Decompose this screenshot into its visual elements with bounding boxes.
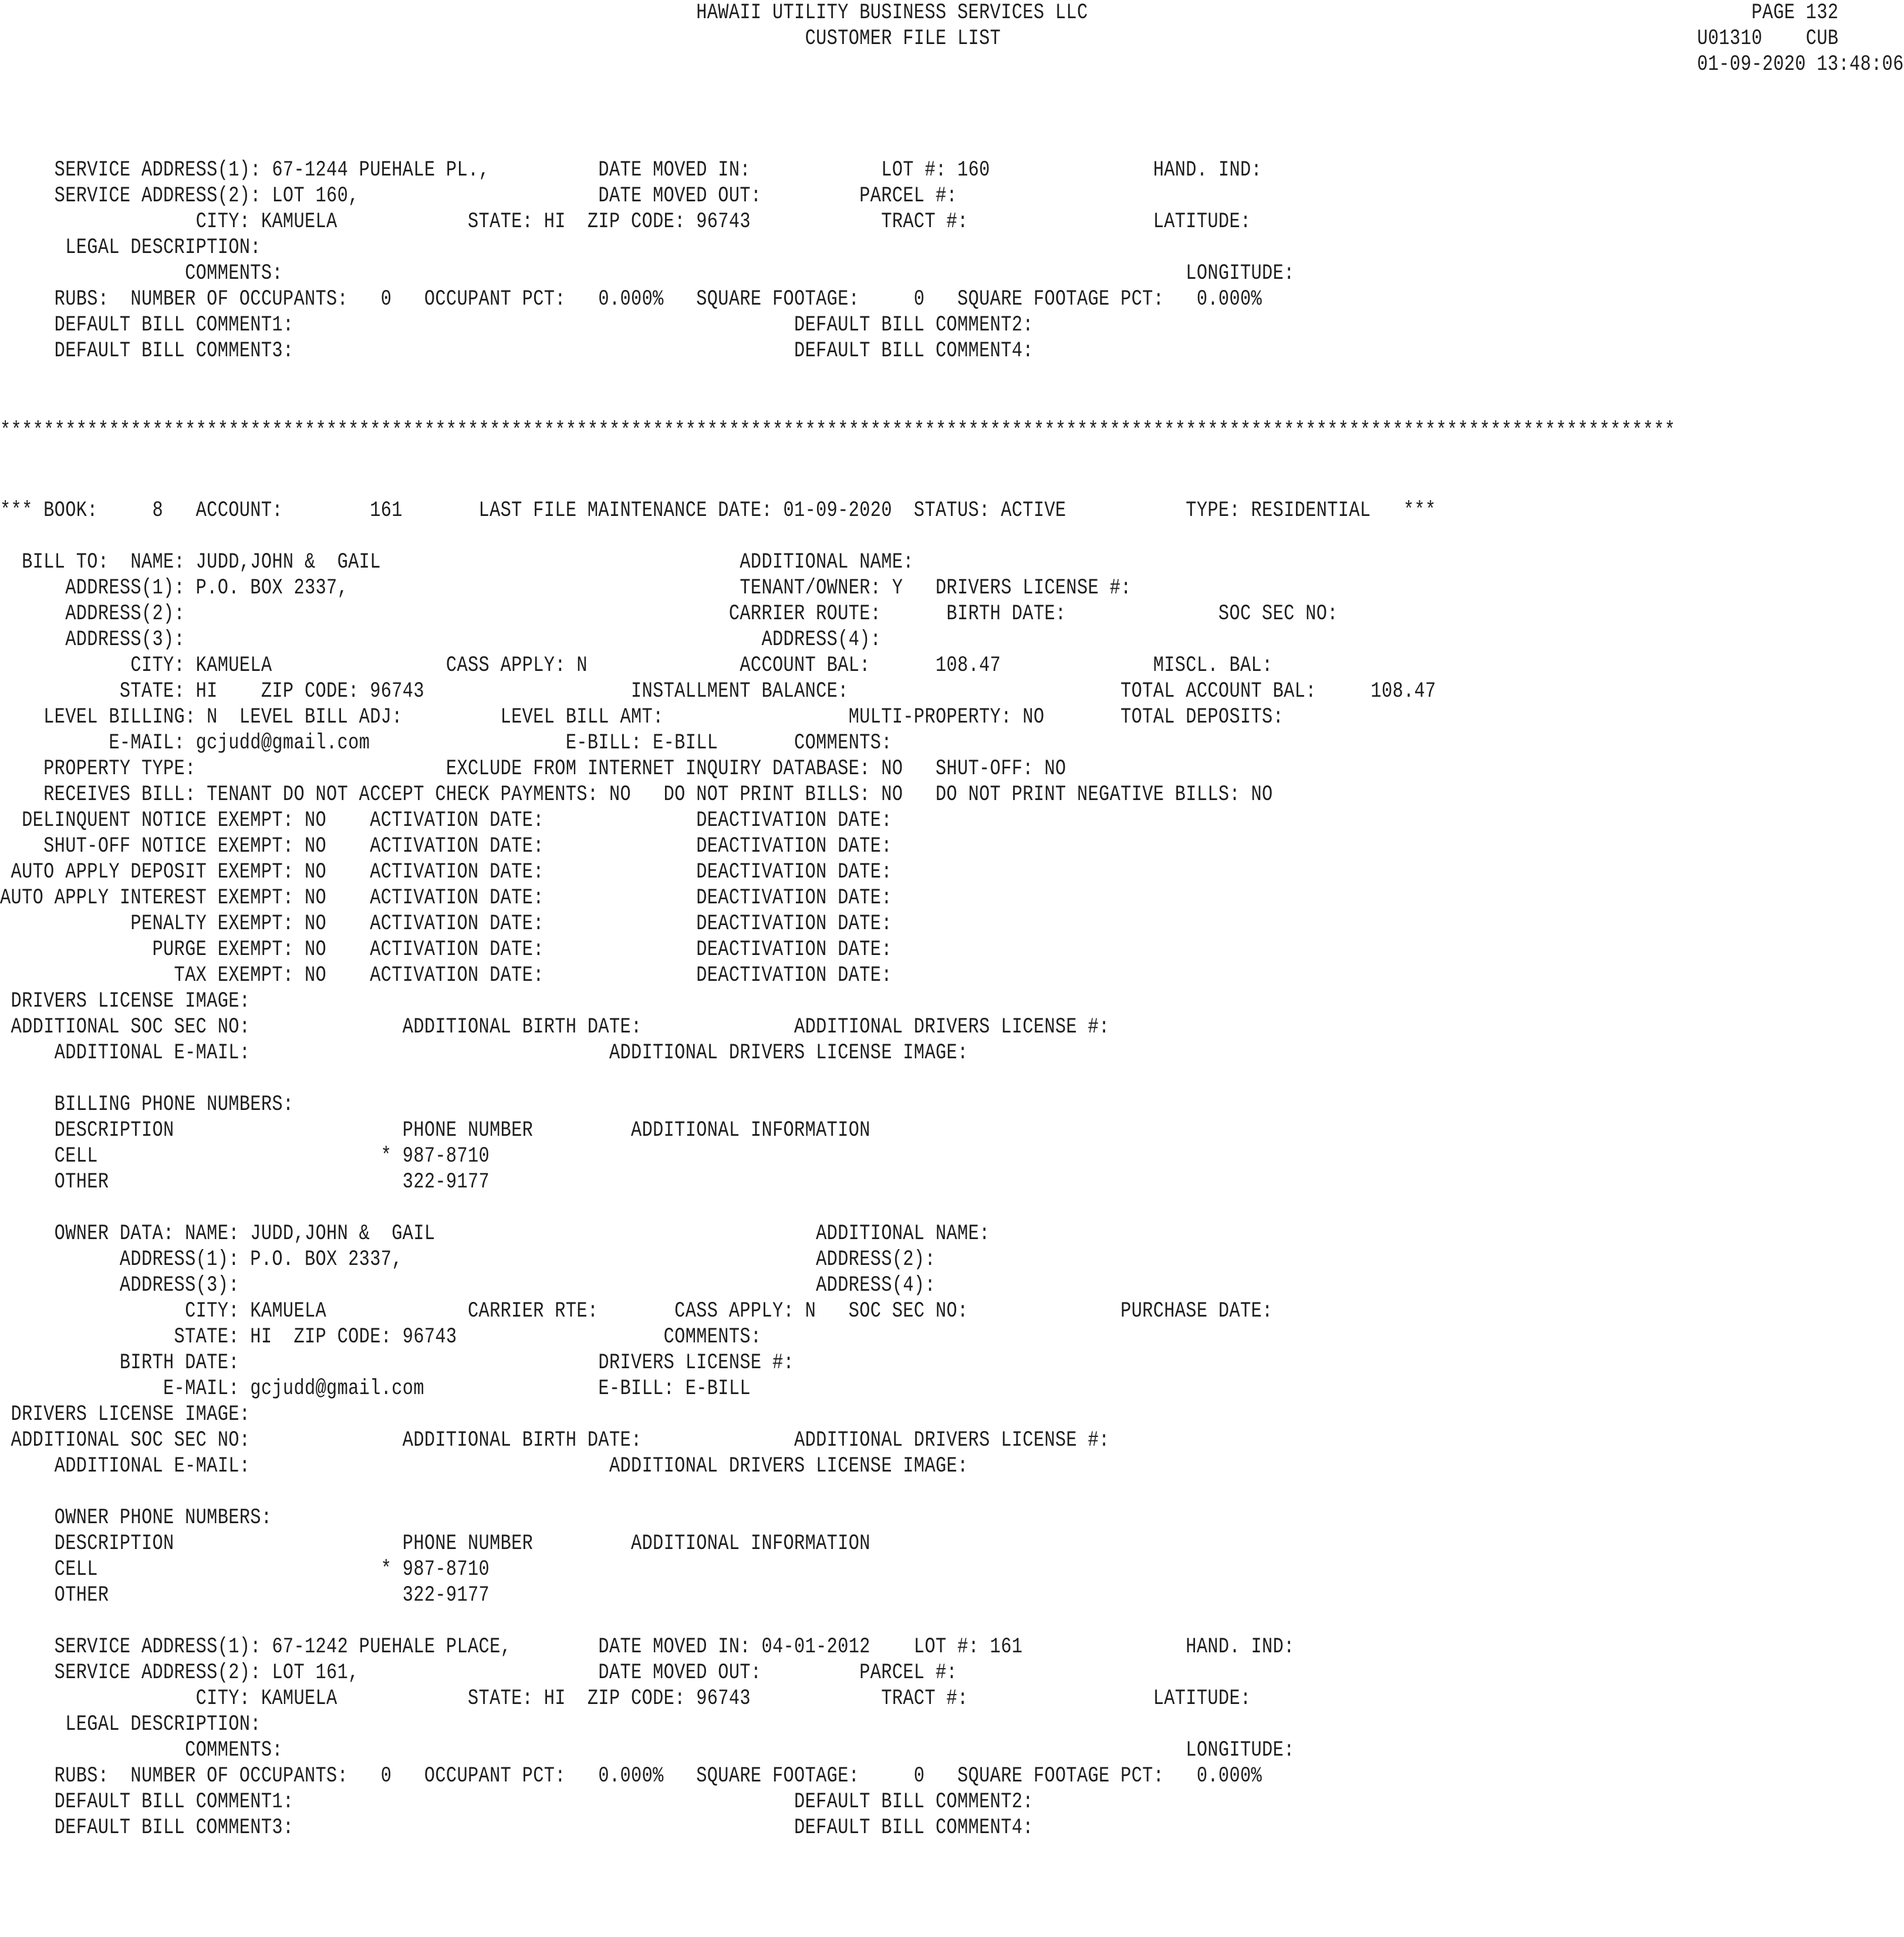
- bill-to-line: PURGE EXEMPT: NO ACTIVATION DATE: DEACTIVATION DATE:: [0, 937, 892, 962]
- bill-to-line: CITY: KAMUELA CASS APPLY: N ACCOUNT BAL: 108.47 MISCL. BAL:: [0, 653, 1273, 678]
- service-block-line: DEFAULT BILL COMMENT1: DEFAULT BILL COMMENT2:: [0, 313, 1034, 338]
- owner-data-line: OWNER DATA: NAME: JUDD,JOHN & GAIL ADDITIONAL NAME:: [0, 1221, 990, 1246]
- owner-data-line: ADDRESS(3): ADDRESS(4):: [0, 1273, 936, 1298]
- service-block-line: CITY: KAMUELA STATE: HI ZIP CODE: 96743 TRACT #: LATITUDE:: [0, 1686, 1251, 1711]
- service-block-line: DEFAULT BILL COMMENT1: DEFAULT BILL COMMENT2:: [0, 1790, 1034, 1814]
- service-block-line: CITY: KAMUELA STATE: HI ZIP CODE: 96743 TRACT #: LATITUDE:: [0, 210, 1251, 234]
- bill-to-line: PROPERTY TYPE: EXCLUDE FROM INTERNET INQUIRY DATABASE: NO SHUT-OFF: NO: [0, 757, 1066, 781]
- bill-to-line: ADDRESS(3): ADDRESS(4):: [0, 627, 882, 652]
- bill-to-line: TAX EXEMPT: NO ACTIVATION DATE: DEACTIVATION DATE:: [0, 963, 892, 988]
- report-header-line: 01-09-2020 13:48:06: [0, 52, 1904, 77]
- service-block-line: DEFAULT BILL COMMENT3: DEFAULT BILL COMMENT4:: [0, 1815, 1034, 1840]
- service-block-line: RUBS: NUMBER OF OCCUPANTS: 0 OCCUPANT PCT: 0.000% SQUARE FOOTAGE: 0 SQUARE FOOTAGE PCT: 0.000%: [0, 1764, 1262, 1788]
- bill-to-line: ADDRESS(1): P.O. BOX 2337, TENANT/OWNER: Y DRIVERS LICENSE #:: [0, 576, 1132, 600]
- owner-phone-line: CELL * 987-8710: [0, 1557, 490, 1582]
- bill-to-line: E-MAIL: gcjudd@gmail.com E-BILL: E-BILL COMMENTS:: [0, 731, 892, 755]
- owner-phone-line: OTHER 322-9177: [0, 1583, 490, 1608]
- billing-phone-line: OTHER 322-9177: [0, 1170, 490, 1194]
- account-header-line: *** BOOK: 8 ACCOUNT: 161 LAST FILE MAINTENANCE DATE: 01-09-2020 STATUS: ACTIVE TYPE: RESIDENTIAL ***: [0, 498, 1436, 523]
- service-block-line: LEGAL DESCRIPTION:: [0, 1712, 261, 1737]
- bill-to-line: DRIVERS LICENSE IMAGE:: [0, 989, 251, 1014]
- bill-to-line: STATE: HI ZIP CODE: 96743 INSTALLMENT BALANCE: TOTAL ACCOUNT BAL: 108.47: [0, 679, 1436, 704]
- service-block-line: COMMENTS: LONGITUDE:: [0, 1738, 1295, 1763]
- bill-to-line: PENALTY EXEMPT: NO ACTIVATION DATE: DEACTIVATION DATE:: [0, 912, 892, 936]
- owner-data-line: DRIVERS LICENSE IMAGE:: [0, 1402, 251, 1427]
- bill-to-line: DELINQUENT NOTICE EXEMPT: NO ACTIVATION DATE: DEACTIVATION DATE:: [0, 808, 892, 833]
- report-header-line: CUSTOMER FILE LIST U01310 CUB: [0, 26, 1839, 51]
- service-block-line: RUBS: NUMBER OF OCCUPANTS: 0 OCCUPANT PCT: 0.000% SQUARE FOOTAGE: 0 SQUARE FOOTAGE PCT: 0.000%: [0, 287, 1262, 312]
- bill-to-line: BILL TO: NAME: JUDD,JOHN & GAIL ADDITIONAL NAME:: [0, 550, 914, 575]
- owner-data-line: ADDITIONAL SOC SEC NO: ADDITIONAL BIRTH DATE: ADDITIONAL DRIVERS LICENSE #:: [0, 1428, 1110, 1453]
- bill-to-line: SHUT-OFF NOTICE EXEMPT: NO ACTIVATION DATE: DEACTIVATION DATE:: [0, 834, 892, 859]
- owner-data-line: CITY: KAMUELA CARRIER RTE: CASS APPLY: N SOC SEC NO: PURCHASE DATE:: [0, 1299, 1273, 1324]
- billing-phone-line: DESCRIPTION PHONE NUMBER ADDITIONAL INFORMATION: [0, 1118, 870, 1143]
- service-block-line: COMMENTS: LONGITUDE:: [0, 261, 1295, 286]
- bill-to-line: ADDRESS(2): CARRIER ROUTE: BIRTH DATE: SOC SEC NO:: [0, 602, 1338, 626]
- bill-to-line: ADDITIONAL E-MAIL: ADDITIONAL DRIVERS LICENSE IMAGE:: [0, 1041, 968, 1065]
- service-block-line: SERVICE ADDRESS(2): LOT 161, DATE MOVED OUT: PARCEL #:: [0, 1661, 958, 1685]
- service-block-line: SERVICE ADDRESS(2): LOT 160, DATE MOVED OUT: PARCEL #:: [0, 184, 958, 208]
- bill-to-line: RECEIVES BILL: TENANT DO NOT ACCEPT CHECK PAYMENTS: NO DO NOT PRINT BILLS: NO DO NOT PRINT NEGATIVE BILLS: NO: [0, 782, 1273, 807]
- service-block-line: SERVICE ADDRESS(1): 67-1242 PUEHALE PLACE, DATE MOVED IN: 04-01-2012 LOT #: 161 HAND. IND:: [0, 1635, 1295, 1659]
- owner-data-line: STATE: HI ZIP CODE: 96743 COMMENTS:: [0, 1325, 762, 1349]
- billing-phone-line: CELL * 987-8710: [0, 1144, 490, 1169]
- bill-to-line: LEVEL BILLING: N LEVEL BILL ADJ: LEVEL BILL AMT: MULTI-PROPERTY: NO TOTAL DEPOSITS:: [0, 705, 1284, 730]
- report-header-line: HAWAII UTILITY BUSINESS SERVICES LLC PAGE 132: [0, 1, 1839, 25]
- owner-data-line: E-MAIL: gcjudd@gmail.com E-BILL: E-BILL: [0, 1376, 751, 1401]
- owner-data-line: ADDITIONAL E-MAIL: ADDITIONAL DRIVERS LICENSE IMAGE:: [0, 1454, 968, 1479]
- owner-data-line: ADDRESS(1): P.O. BOX 2337, ADDRESS(2):: [0, 1247, 936, 1272]
- bill-to-line: ADDITIONAL SOC SEC NO: ADDITIONAL BIRTH DATE: ADDITIONAL DRIVERS LICENSE #:: [0, 1015, 1110, 1040]
- owner-data-line: BIRTH DATE: DRIVERS LICENSE #:: [0, 1351, 795, 1375]
- owner-phone-line: OWNER PHONE NUMBERS:: [0, 1506, 272, 1530]
- owner-phone-line: DESCRIPTION PHONE NUMBER ADDITIONAL INFORMATION: [0, 1531, 870, 1556]
- billing-phone-line: BILLING PHONE NUMBERS:: [0, 1092, 294, 1117]
- service-block-line: DEFAULT BILL COMMENT3: DEFAULT BILL COMMENT4:: [0, 339, 1034, 363]
- bill-to-line: AUTO APPLY DEPOSIT EXEMPT: NO ACTIVATION DATE: DEACTIVATION DATE:: [0, 860, 892, 885]
- bill-to-line: AUTO APPLY INTEREST EXEMPT: NO ACTIVATION DATE: DEACTIVATION DATE:: [0, 886, 892, 910]
- separator-line: **********************************************************************************************************************************************************: [0, 419, 1676, 443]
- service-block-line: LEGAL DESCRIPTION:: [0, 235, 261, 260]
- service-block-line: SERVICE ADDRESS(1): 67-1244 PUEHALE PL., DATE MOVED IN: LOT #: 160 HAND. IND:: [0, 158, 1262, 183]
